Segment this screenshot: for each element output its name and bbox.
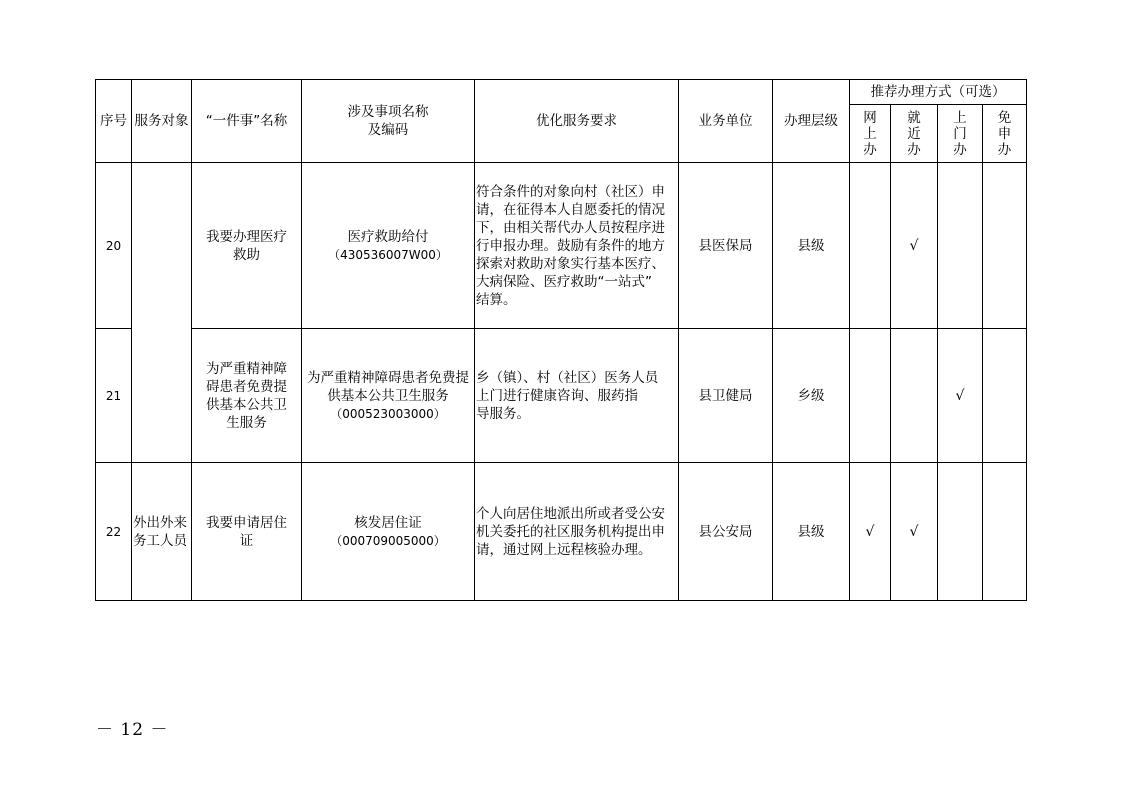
row-door-check: √ bbox=[938, 329, 983, 463]
row-name: 我要办理医疗 救助 bbox=[192, 163, 302, 329]
row-online-check: √ bbox=[850, 463, 891, 601]
row-requirement: 乡（镇）、村（社区）医务人员 上门进行健康咨询、服药指 导服务。 bbox=[475, 329, 679, 463]
row-target: 外出外来 务工人员 bbox=[132, 463, 192, 601]
header-level: 办理层级 bbox=[773, 80, 850, 163]
row-seq: 21 bbox=[96, 329, 132, 463]
header-mode-free: 免 申 办 bbox=[983, 105, 1027, 163]
table-row bbox=[96, 163, 1027, 329]
row-name: 我要申请居住 证 bbox=[192, 463, 302, 601]
row-door-check bbox=[938, 463, 983, 601]
header-items-code: 涉及事项名称 及编码 bbox=[302, 80, 475, 163]
header-mode-online: 网 上 办 bbox=[850, 105, 891, 163]
row-item-cell bbox=[302, 463, 475, 601]
row-item: 核发居住证 bbox=[354, 514, 422, 531]
row-door-check bbox=[938, 163, 983, 329]
row-unit: 县公安局 bbox=[679, 463, 773, 601]
header-optimization: 优化服务要求 bbox=[475, 80, 679, 163]
header-recommended: 推荐办理方式（可选） bbox=[850, 80, 1027, 105]
row-free-check bbox=[983, 463, 1027, 601]
row-nearby-check: √ bbox=[891, 163, 938, 329]
row-online-check bbox=[850, 163, 891, 329]
row-item-cell bbox=[302, 329, 475, 463]
table-row bbox=[96, 329, 1027, 463]
header-business-unit: 业务单位 bbox=[679, 80, 773, 163]
row-requirement: 符合条件的对象向村（社区）申 请，在征得本人自愿委托的情况 下，由相关帮代办人员按程序进 行申报办理。鼓励有条件的地方 探索对救助对象实行基本医疗、 大病保险、医疗救助“一站式” 结算。 bbox=[475, 163, 679, 329]
row-level: 县级 bbox=[773, 463, 850, 601]
row-item: 为严重精神障碍患者免费提 供基本公共卫生服务 bbox=[307, 369, 469, 404]
row-seq: 20 bbox=[96, 163, 132, 329]
row-free-check bbox=[983, 163, 1027, 329]
row-unit: 县医保局 bbox=[679, 163, 773, 329]
header-mode-nearby: 就 近 办 bbox=[891, 105, 938, 163]
row-level: 县级 bbox=[773, 163, 850, 329]
row-level: 乡级 bbox=[773, 329, 850, 463]
row-item-cell bbox=[302, 163, 475, 329]
service-table bbox=[95, 79, 1027, 601]
row-online-check bbox=[850, 329, 891, 463]
row-code: （430536007W00） bbox=[328, 247, 448, 262]
row-seq: 22 bbox=[96, 463, 132, 601]
row-item: 医疗救助给付 bbox=[347, 228, 429, 245]
header-seq: 序号 bbox=[96, 80, 132, 163]
header-row bbox=[96, 80, 1027, 105]
header-mode-door: 上 门 办 bbox=[938, 105, 983, 163]
row-code: （000709005000） bbox=[330, 533, 446, 548]
row-nearby-check: √ bbox=[891, 463, 938, 601]
page-number: － 12 － bbox=[96, 720, 169, 740]
row-code: （000523003000） bbox=[330, 406, 446, 421]
row-unit: 县卫健局 bbox=[679, 329, 773, 463]
row-name: 为严重精神障 碍患者免费提 供基本公共卫 生服务 bbox=[192, 329, 302, 463]
header-one-thing-name: “一件事”名称 bbox=[192, 80, 302, 163]
row-nearby-check bbox=[891, 329, 938, 463]
row-requirement: 个人向居住地派出所或者受公安 机关委托的社区服务机构提出申 请，通过网上远程核验办理。 bbox=[475, 463, 679, 601]
header-service-target: 服务对象 bbox=[132, 80, 192, 163]
row-free-check bbox=[983, 329, 1027, 463]
table-row bbox=[96, 463, 1027, 601]
row-target bbox=[132, 163, 192, 463]
